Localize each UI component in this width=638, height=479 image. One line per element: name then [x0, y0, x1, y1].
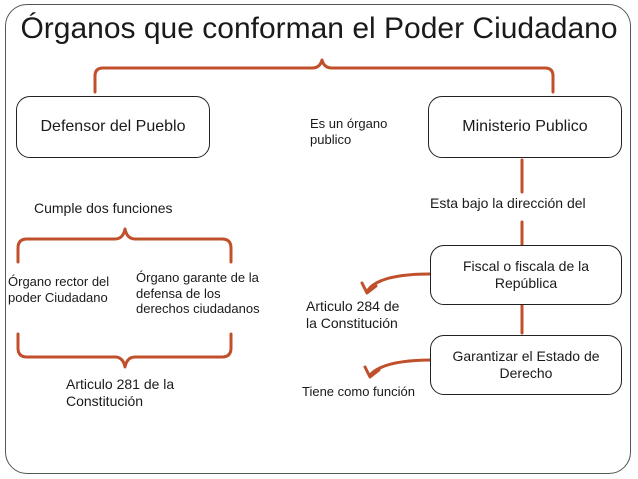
functions-brace: [18, 229, 231, 262]
tiene-funcion-arrow: [371, 360, 432, 374]
defensor-del-pueblo-box: [16, 96, 210, 158]
fiscal-box: Fiscal o fiscala de la República: [430, 245, 622, 305]
organo-rector-text: Órgano rector del poder Ciudadano: [8, 274, 110, 305]
defensor-label: Defensor del Pueblo: [40, 118, 186, 135]
organo-garante-text: Órgano garante de la defensa de los derechos ciudadanos: [136, 270, 260, 317]
top-brace: [95, 60, 553, 92]
esta-bajo-text: Esta bajo la dirección del: [430, 195, 586, 211]
es-organo-text: Es un órgano publico: [310, 116, 388, 147]
articulo-284-text: Articulo 284 de la Constitución: [306, 298, 400, 331]
cumple-funciones-text: Cumple dos funciones: [34, 200, 173, 216]
ministerio-publico-box: [428, 96, 622, 158]
article-281-brace: [18, 334, 231, 367]
article-284-arrow: [368, 274, 430, 290]
diagram-title: Órganos que conforman el Poder Ciudadano: [20, 12, 618, 45]
garantizar-box: Garantizar el Estado de Derecho: [430, 335, 622, 395]
tiene-funcion-text: Tiene como función: [302, 384, 415, 399]
articulo-281-text: Articulo 281 de la Constitución: [66, 376, 175, 409]
ministerio-label: Ministerio Publico: [462, 118, 588, 135]
